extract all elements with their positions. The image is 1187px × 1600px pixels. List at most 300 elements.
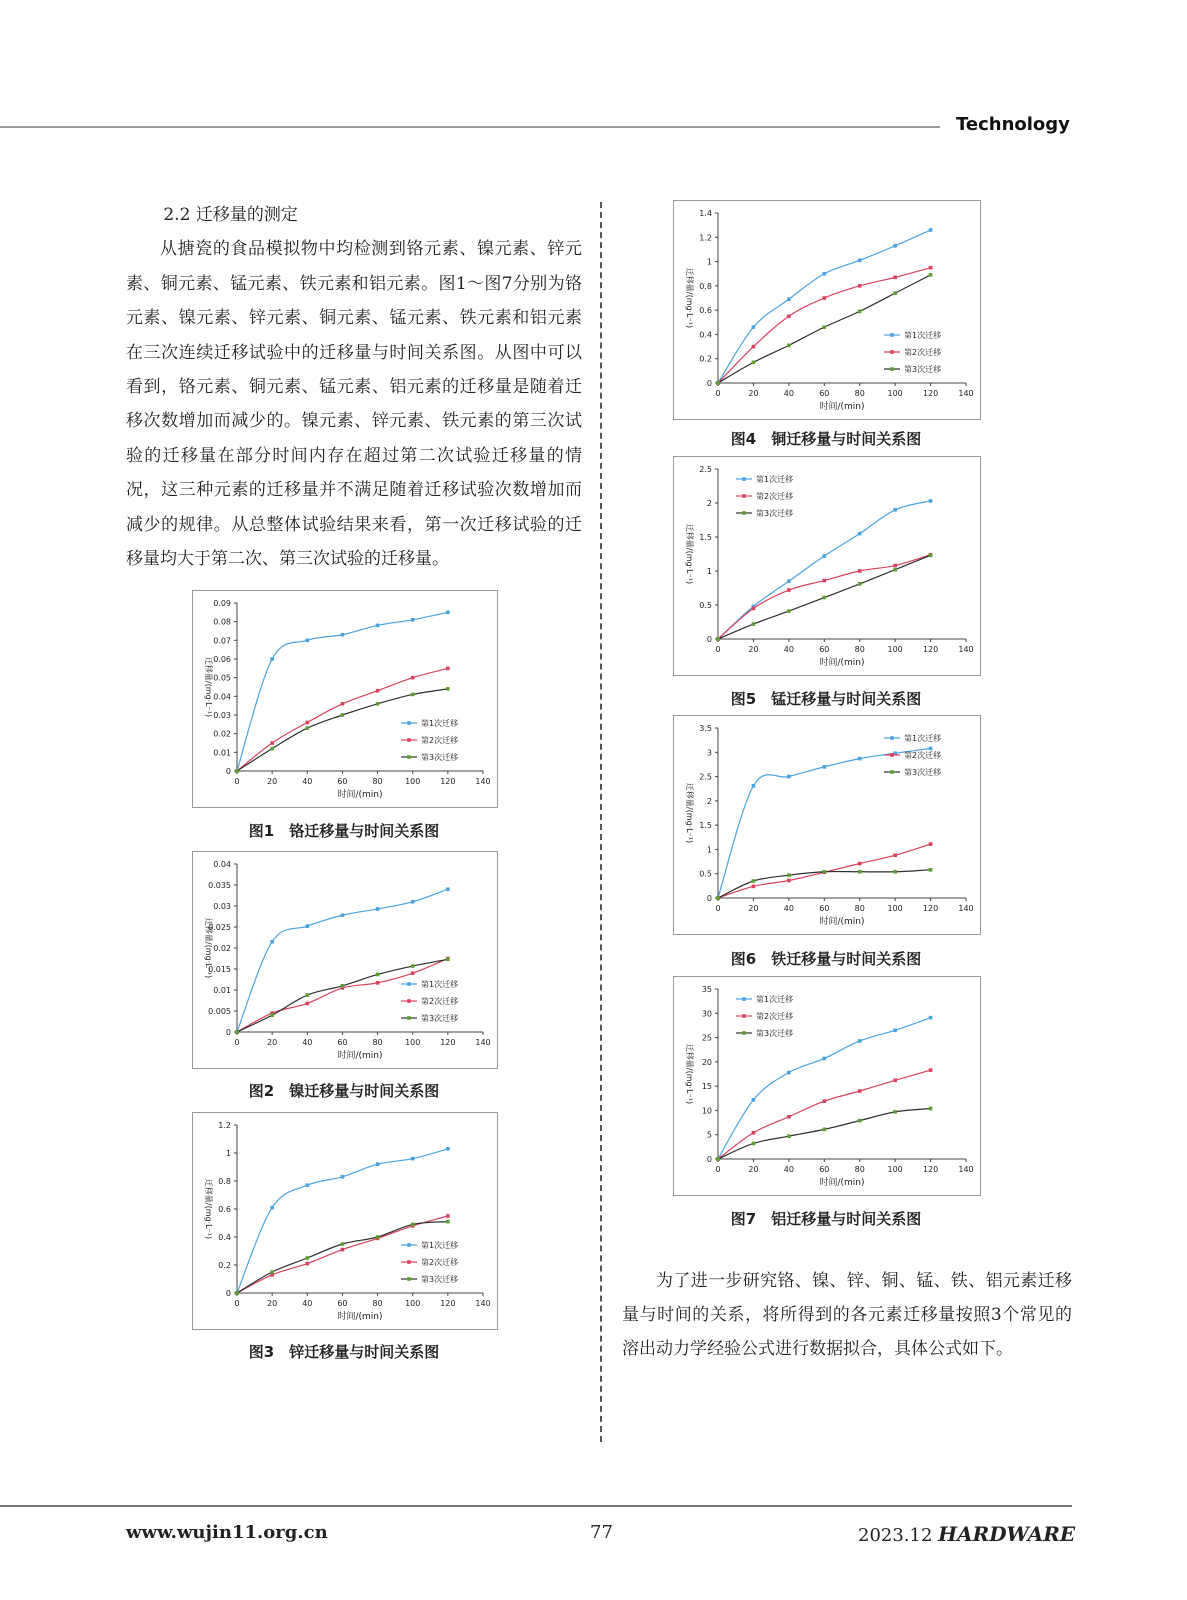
data-point: [270, 741, 274, 745]
column-divider: [600, 202, 602, 1442]
data-point: [752, 1098, 756, 1102]
caption-fig6: 图6 铁迁移量与时间关系图: [730, 950, 922, 968]
legend-label: 第2次迁移: [421, 1258, 459, 1267]
chart-fig3: [192, 1112, 498, 1330]
data-point: [270, 747, 274, 751]
data-point: [305, 1183, 309, 1187]
data-point: [929, 266, 933, 270]
y-tick-label: 0.07: [213, 636, 231, 646]
x-tick-label: 0: [234, 777, 240, 786]
data-point: [858, 569, 862, 573]
y-tick-label: 0.02: [213, 944, 231, 953]
legend-marker: [742, 1014, 746, 1018]
chart-fig4: [673, 200, 981, 420]
y-tick-label: 20: [701, 1057, 712, 1067]
data-point: [822, 765, 826, 769]
legend-label: 第2次迁移: [756, 492, 794, 501]
x-tick-label: 20: [748, 645, 759, 654]
data-point: [716, 637, 720, 641]
data-point: [893, 1079, 897, 1083]
y-tick-label: 0.8: [218, 1177, 231, 1186]
section-paragraph: 从搪瓷的食品模拟物中均检测到铬元素、镍元素、锌元素、铜元素、锰元素、铁元素和铝元素。图1～图7分别为铬元素、镍元素、锌元素、铜元素、锰元素、铁元素和铝元素在三次连续迁移试验中的迁移量与时间关系图。从图中可以看到，铬元素、铜元素、锰元素、铝元素的迁移量是随着迁移次数增加而减少的。镍元素、锌元素、铁元素的第三次试验的迁移量在部分时间内存在超过第二次试验迁移量的情况，这三种元素的迁移量并不满足随着迁移试验次数增加而减少的规律。从总整体试验结果来看，第一次迁移试验的迁移量均大于第二次、第三次试验的迁移量。: [126, 239, 582, 570]
issue-number: 2023.12: [858, 1525, 933, 1546]
series-line-2: [718, 1070, 931, 1159]
data-point: [787, 579, 791, 583]
legend-marker: [407, 999, 411, 1003]
legend-marker: [890, 367, 894, 371]
x-tick-label: 0: [234, 1038, 240, 1047]
chart-svg: [674, 977, 980, 1195]
x-axis-label: 时间/(min): [819, 658, 865, 668]
series-line-1: [718, 748, 931, 898]
data-point: [929, 1107, 933, 1111]
y-tick-label: 0.06: [213, 655, 231, 664]
x-tick-label: 0: [715, 1165, 721, 1174]
data-point: [929, 842, 933, 846]
legend-marker: [742, 494, 746, 498]
data-point: [929, 554, 933, 558]
x-tick-label: 0: [234, 1299, 240, 1308]
data-point: [411, 1223, 415, 1227]
chart-fig1: [192, 590, 498, 808]
x-tick-label: 60: [819, 904, 830, 913]
data-point: [270, 1013, 274, 1017]
data-point: [929, 273, 933, 277]
data-point: [235, 1030, 239, 1034]
x-axis-label: 时间/(min): [337, 1051, 383, 1061]
y-tick-label: 0.03: [213, 711, 231, 720]
chart-svg: [193, 591, 497, 807]
series-line-1: [237, 1149, 448, 1293]
data-point: [341, 633, 345, 637]
chart-fig5: [673, 456, 981, 676]
data-point: [787, 879, 791, 883]
data-point: [787, 1134, 791, 1138]
data-point: [752, 345, 756, 349]
caption-fig2: 图2 镍迁移量与时间关系图: [248, 1082, 440, 1100]
legend-label: 第2次迁移: [904, 348, 942, 357]
data-point: [822, 579, 826, 583]
y-tick-label: 0: [706, 379, 712, 388]
data-point: [446, 611, 450, 615]
legend-label: 第1次迁移: [421, 980, 459, 989]
data-point: [893, 870, 897, 874]
tail-paragraph: 为了进一步研究铬、镍、锌、铜、锰、铁、铝元素迁移量与时间的关系，将所得到的各元素迁移量按照3个常见的溶出动力学经验公式进行数据拟合，具体公式如下。: [622, 1271, 1072, 1359]
y-tick-label: 1: [706, 845, 712, 855]
x-tick-label: 20: [748, 389, 759, 398]
data-point: [341, 713, 345, 717]
data-point: [270, 1270, 274, 1274]
x-tick-label: 40: [783, 1165, 794, 1174]
data-point: [929, 499, 933, 503]
data-point: [411, 618, 415, 622]
data-point: [858, 1039, 862, 1043]
y-tick-label: 1.5: [699, 533, 712, 542]
y-tick-label: 0.6: [218, 1205, 231, 1214]
data-point: [446, 667, 450, 671]
data-point: [752, 784, 756, 788]
legend-marker: [890, 770, 894, 774]
data-point: [787, 1071, 791, 1075]
data-point: [787, 1115, 791, 1119]
data-point: [305, 993, 309, 997]
data-point: [716, 896, 720, 900]
x-tick-label: 100: [405, 777, 421, 786]
series-line-3: [237, 1222, 448, 1293]
data-point: [929, 868, 933, 872]
x-tick-label: 20: [748, 1165, 759, 1174]
series-line-2: [237, 1216, 448, 1293]
chart-fig6: [673, 715, 981, 935]
y-tick-label: 2: [706, 499, 712, 508]
data-point: [822, 1128, 826, 1132]
x-tick-label: 60: [337, 1299, 348, 1308]
legend-label: 第1次迁移: [421, 719, 459, 728]
data-point: [787, 344, 791, 348]
data-point: [270, 940, 274, 944]
series-line-3: [718, 275, 931, 383]
data-point: [893, 244, 897, 248]
y-tick-label: 3.5: [699, 724, 712, 733]
x-tick-label: 100: [887, 1165, 903, 1174]
tail-text: [622, 1264, 1072, 1366]
data-point: [787, 873, 791, 877]
data-point: [893, 508, 897, 512]
y-tick-label: 0.04: [213, 860, 231, 869]
legend-label: 第2次迁移: [904, 751, 942, 760]
series-line-3: [718, 1108, 931, 1159]
x-tick-label: 80: [372, 777, 383, 786]
series-line-2: [237, 959, 448, 1033]
data-point: [446, 887, 450, 891]
y-tick-label: 0.4: [699, 330, 712, 340]
x-tick-label: 120: [922, 1165, 939, 1174]
x-tick-label: 140: [958, 1165, 974, 1174]
x-tick-label: 20: [267, 777, 278, 786]
y-tick-label: 2.5: [699, 465, 712, 474]
data-point: [858, 259, 862, 263]
y-tick-label: 35: [701, 985, 712, 994]
chart-svg: [193, 852, 497, 1068]
y-tick-label: 0.04: [213, 692, 231, 702]
footer-rule: [0, 1505, 1072, 1507]
legend-marker: [407, 755, 411, 759]
x-tick-label: 120: [922, 389, 939, 398]
chart-svg: [674, 457, 980, 675]
data-point: [858, 310, 862, 314]
legend-marker: [890, 350, 894, 354]
y-tick-label: 0.01: [213, 986, 231, 995]
data-point: [752, 361, 756, 365]
y-tick-label: 0.025: [208, 923, 231, 932]
x-axis-label: 时间/(min): [337, 1312, 383, 1322]
page-number: 77: [590, 1522, 613, 1543]
y-tick-label: 0.5: [699, 601, 712, 610]
legend-label: 第3次迁移: [904, 768, 942, 777]
data-point: [305, 924, 309, 928]
x-tick-label: 0: [715, 904, 721, 913]
y-tick-label: 25: [701, 1033, 712, 1043]
y-tick-label: 1.5: [699, 821, 712, 831]
y-tick-label: 30: [701, 1009, 712, 1019]
legend-marker: [407, 982, 411, 986]
x-axis-label: 时间/(min): [819, 402, 865, 412]
data-point: [376, 624, 380, 628]
y-tick-label: 0.02: [213, 729, 231, 739]
data-point: [235, 1291, 239, 1295]
y-tick-label: 0: [706, 1155, 712, 1164]
data-point: [822, 596, 826, 600]
data-point: [305, 721, 309, 725]
data-point: [446, 958, 450, 962]
chart-fig2: [192, 851, 498, 1069]
x-tick-label: 100: [887, 389, 903, 398]
data-point: [929, 747, 933, 751]
y-tick-label: 2.5: [699, 772, 712, 782]
series-line-1: [237, 889, 448, 1032]
data-point: [752, 879, 756, 883]
x-tick-label: 100: [887, 645, 903, 654]
data-point: [235, 769, 239, 773]
x-tick-label: 20: [267, 1038, 278, 1047]
legend-marker: [742, 997, 746, 1001]
y-tick-label: 0.05: [213, 673, 231, 683]
data-point: [858, 582, 862, 586]
y-tick-label: 0.4: [218, 1233, 231, 1242]
data-point: [305, 1002, 309, 1006]
data-point: [893, 1028, 897, 1032]
series-line-2: [718, 268, 931, 383]
data-point: [929, 228, 933, 232]
legend-marker: [407, 1260, 411, 1264]
x-tick-label: 100: [405, 1038, 421, 1047]
series-line-3: [237, 689, 448, 771]
y-tick-label: 5: [706, 1130, 712, 1140]
y-tick-label: 2: [706, 796, 712, 806]
y-tick-label: 15: [701, 1082, 712, 1092]
x-tick-label: 60: [819, 1165, 830, 1174]
data-point: [376, 1162, 380, 1166]
data-point: [376, 907, 380, 911]
series-line-1: [718, 230, 931, 383]
legend-label: 第3次迁移: [904, 365, 942, 374]
data-point: [411, 964, 415, 968]
y-tick-label: 1: [225, 1149, 231, 1158]
y-tick-label: 1.2: [218, 1121, 231, 1130]
series-line-1: [718, 501, 931, 639]
data-point: [376, 973, 380, 977]
y-axis-label: 迁移量/(mg·L⁻¹): [204, 656, 213, 718]
data-point: [752, 885, 756, 889]
y-tick-label: 0.09: [213, 599, 231, 608]
x-axis-label: 时间/(min): [337, 790, 383, 800]
data-point: [858, 862, 862, 866]
y-tick-label: 0: [225, 1289, 231, 1298]
chart-svg: [674, 716, 980, 934]
x-tick-label: 60: [819, 389, 830, 398]
series-line-1: [718, 1018, 931, 1159]
data-point: [858, 1119, 862, 1123]
y-tick-label: 1.2: [699, 233, 712, 243]
y-tick-label: 0.01: [213, 748, 231, 758]
data-point: [341, 1242, 345, 1246]
data-point: [376, 1235, 380, 1239]
chart-svg: [674, 201, 980, 419]
y-tick-label: 3: [706, 748, 712, 758]
x-tick-label: 140: [475, 1299, 491, 1308]
data-point: [929, 1068, 933, 1072]
x-tick-label: 60: [337, 1038, 348, 1047]
data-point: [893, 291, 897, 295]
body-text: [126, 198, 582, 576]
data-point: [822, 325, 826, 329]
magazine-name: HARDWARE: [938, 1522, 1076, 1546]
x-tick-label: 120: [922, 645, 939, 654]
data-point: [411, 900, 415, 904]
x-tick-label: 40: [302, 1299, 313, 1308]
data-point: [893, 564, 897, 568]
x-tick-label: 0: [715, 389, 721, 398]
x-tick-label: 40: [302, 777, 313, 786]
legend-marker: [407, 738, 411, 742]
data-point: [752, 1131, 756, 1135]
y-tick-label: 0.5: [699, 869, 712, 879]
data-point: [270, 1206, 274, 1210]
legend-marker: [890, 333, 894, 337]
y-tick-label: 0.6: [699, 306, 712, 316]
y-tick-label: 1: [706, 567, 712, 576]
legend-marker: [742, 1031, 746, 1035]
data-point: [787, 588, 791, 592]
data-point: [376, 981, 380, 985]
x-axis-label: 时间/(min): [819, 917, 865, 927]
header-rule: [0, 126, 940, 128]
legend-marker: [407, 1243, 411, 1247]
y-axis-label: 迁移量/(mg·L⁻¹): [685, 782, 694, 844]
data-point: [305, 1262, 309, 1266]
data-point: [752, 622, 756, 626]
legend-label: 第3次迁移: [756, 509, 794, 518]
series-line-2: [237, 668, 448, 771]
data-point: [787, 775, 791, 779]
data-point: [752, 607, 756, 611]
x-tick-label: 100: [405, 1299, 421, 1308]
x-tick-label: 120: [440, 1038, 456, 1047]
data-point: [822, 1099, 826, 1103]
data-point: [446, 687, 450, 691]
data-point: [822, 272, 826, 276]
legend-label: 第3次迁移: [756, 1029, 794, 1038]
x-tick-label: 80: [854, 645, 865, 654]
y-tick-label: 0.8: [699, 281, 712, 291]
legend-label: 第1次迁移: [421, 1241, 459, 1250]
legend-marker: [890, 753, 894, 757]
y-tick-label: 0.005: [208, 1007, 231, 1016]
legend-label: 第2次迁移: [421, 736, 459, 745]
data-point: [787, 609, 791, 613]
legend-label: 第2次迁移: [756, 1012, 794, 1021]
legend-label: 第3次迁移: [421, 1275, 459, 1284]
legend-label: 第1次迁移: [904, 734, 942, 743]
y-tick-label: 0.2: [699, 354, 712, 364]
x-tick-label: 120: [922, 904, 939, 913]
data-point: [341, 702, 345, 706]
chart-fig7: [673, 976, 981, 1196]
x-tick-label: 0: [715, 645, 721, 654]
caption-fig1: 图1 铬迁移量与时间关系图: [248, 822, 440, 840]
data-point: [376, 702, 380, 706]
x-tick-label: 20: [267, 1299, 278, 1308]
data-point: [341, 1175, 345, 1179]
data-point: [752, 1142, 756, 1146]
caption-fig3: 图3 锌迁移量与时间关系图: [248, 1343, 440, 1361]
footer-issue: [858, 1522, 1075, 1546]
data-point: [305, 726, 309, 730]
x-tick-label: 60: [337, 777, 348, 786]
legend-marker: [407, 1016, 411, 1020]
x-tick-label: 140: [475, 777, 491, 786]
caption-fig7: 图7 铝迁移量与时间关系图: [730, 1210, 922, 1228]
data-point: [822, 296, 826, 300]
data-point: [787, 314, 791, 318]
data-point: [341, 984, 345, 988]
data-point: [411, 971, 415, 975]
legend-label: 第2次迁移: [421, 997, 459, 1006]
x-tick-label: 140: [958, 904, 974, 913]
x-tick-label: 20: [748, 904, 759, 913]
y-axis-label: 迁移量/(mg·L⁻¹): [685, 1043, 694, 1105]
data-point: [858, 870, 862, 874]
x-tick-label: 80: [854, 389, 865, 398]
x-tick-label: 60: [819, 645, 830, 654]
legend-marker: [742, 511, 746, 515]
y-tick-label: 0: [225, 767, 231, 776]
legend-label: 第3次迁移: [421, 1014, 459, 1023]
y-tick-label: 0.2: [218, 1261, 231, 1270]
caption-fig5: 图5 锰迁移量与时间关系图: [730, 690, 922, 708]
data-point: [787, 297, 791, 301]
y-tick-label: 0.015: [208, 965, 231, 974]
data-point: [822, 870, 826, 874]
x-tick-label: 40: [783, 389, 794, 398]
data-point: [411, 1157, 415, 1161]
legend-label: 第1次迁移: [904, 331, 942, 340]
x-tick-label: 80: [372, 1038, 383, 1047]
data-point: [716, 1157, 720, 1161]
y-tick-label: 0: [706, 635, 712, 644]
x-tick-label: 40: [783, 904, 794, 913]
legend-marker: [742, 477, 746, 481]
caption-fig4: 图4 铜迁移量与时间关系图: [730, 430, 922, 448]
data-point: [893, 276, 897, 280]
y-tick-label: 0: [225, 1028, 231, 1037]
x-tick-label: 120: [440, 777, 456, 786]
x-tick-label: 80: [854, 904, 865, 913]
data-point: [305, 639, 309, 643]
y-axis-label: 迁移量/(mg·L⁻¹): [685, 523, 694, 585]
section-heading: 2.2 迁移量的测定: [163, 205, 298, 225]
data-point: [858, 532, 862, 536]
data-point: [893, 853, 897, 857]
y-tick-label: 0: [706, 894, 712, 903]
y-axis-label: 迁移量/(mg·L⁻¹): [685, 267, 694, 329]
x-tick-label: 80: [854, 1165, 865, 1174]
x-tick-label: 140: [958, 645, 974, 654]
data-point: [270, 657, 274, 661]
legend-marker: [407, 1277, 411, 1281]
data-point: [341, 913, 345, 917]
data-point: [822, 554, 826, 558]
